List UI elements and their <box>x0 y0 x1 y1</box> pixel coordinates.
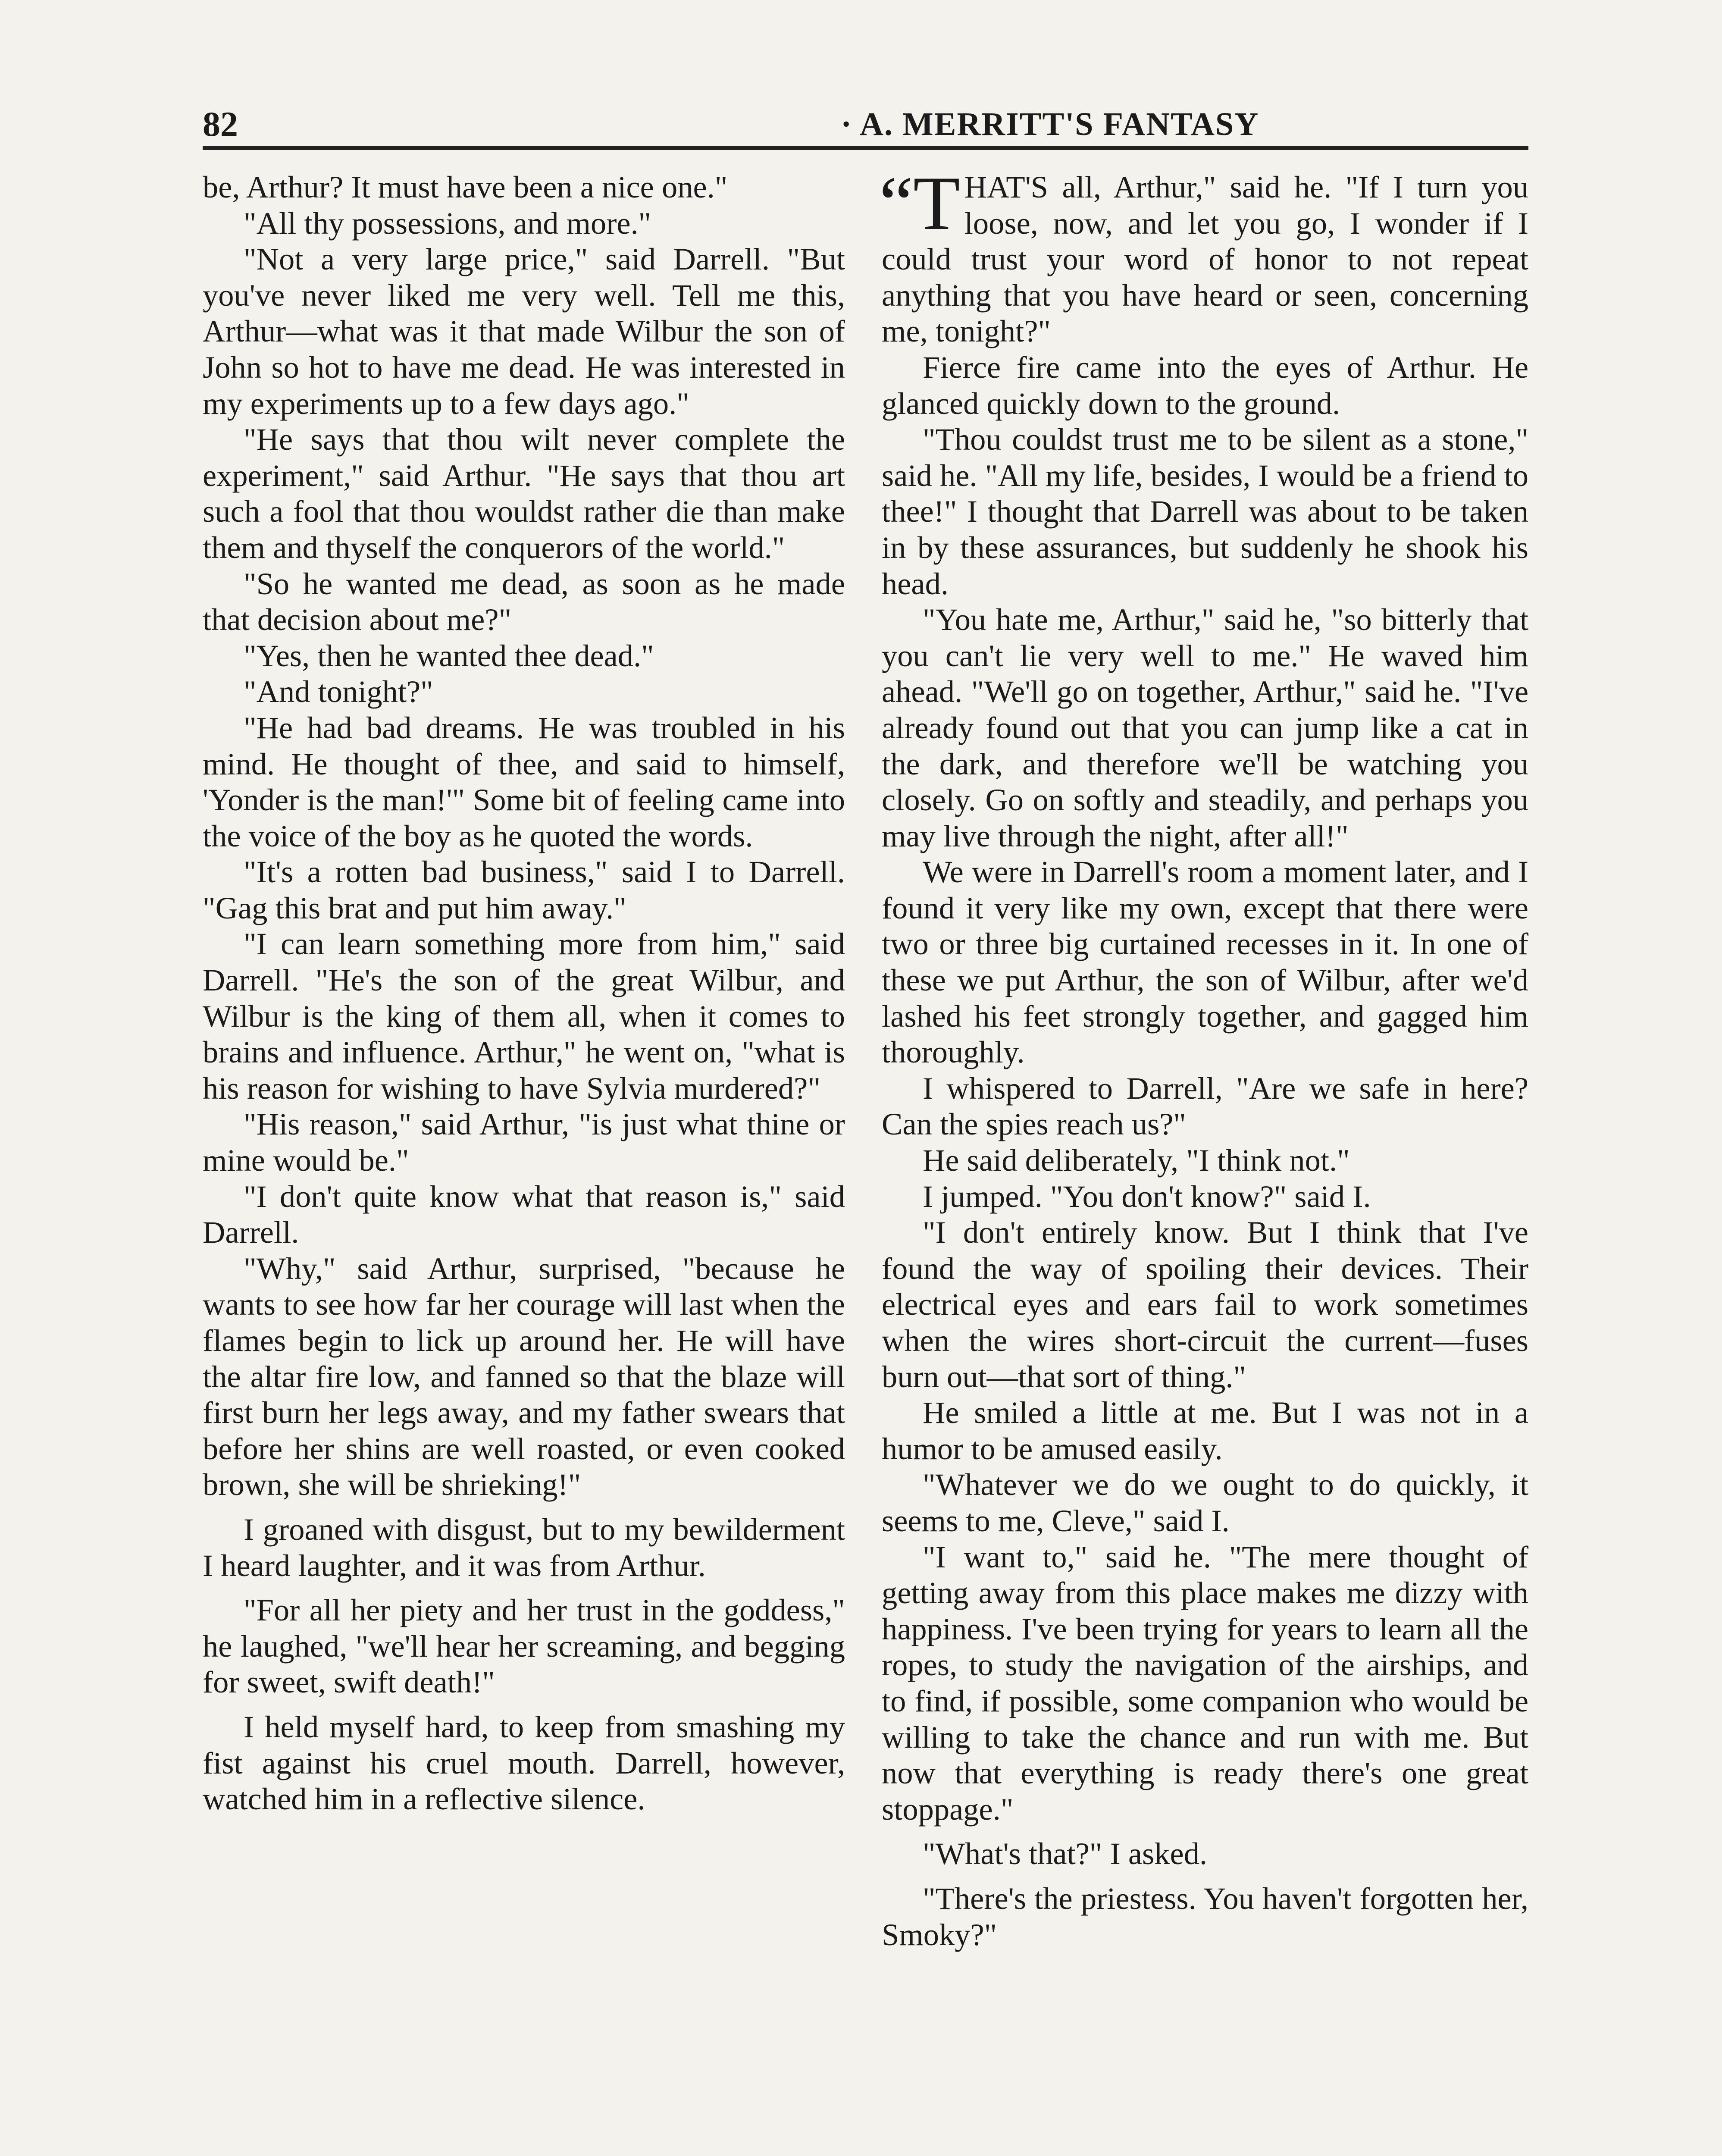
paragraph: "I want to," said he. "The mere thought of getting away from this place makes me dizzy with happiness. I've been trying for years to learn all the ropes, to study the navigation of the airships, and to find, if possible, some companion who would be willing to take the chance and run with me. But now that everything is ready there's one great stoppage." <box>882 1539 1528 1827</box>
paragraph: "His reason," said Arthur, "is just what thine or mine would be." <box>203 1106 845 1178</box>
paragraph: We were in Darrell's room a moment later, and I found it very like my own, except that there were two or three big curtained recesses in it. In one of these we put Arthur, the son of Wilbur, after we'd lashed his feet strongly together, and gagged him thoroughly. <box>882 854 1528 1070</box>
paragraph: "For all her piety and her trust in the goddess," he laughed, "we'll hear her screaming, and begging for sweet, swift death!" <box>203 1592 845 1700</box>
opening-text: HAT'S all, Arthur," said he. "If I turn you loose, now, and let you go, I wonder if I could trust your word of honor to not repeat anything that you have heard or seen, concerning me, tonight?" <box>882 169 1528 349</box>
page-number: 82 <box>203 104 238 144</box>
paragraph: "Why," said Arthur, surprised, "because he wants to see how far her courage will last when the flames begin to lick up around her. He will have the altar fire low, and fanned so that the blaze will first burn her legs away, and my father swears that before her shins are well roasted, or even cooked brown, she will be shrieking!" <box>203 1250 845 1502</box>
paragraph: "Yes, then he wanted thee dead." <box>244 638 654 673</box>
paragraph: "I can learn something more from him," said Darrell. "He's the son of the great Wilbur, and Wilbur is the king of them all, when it comes to brains and influence. Arthur," he went on, "what is his reason for wishing to have Sylvia murdered?" <box>203 926 845 1106</box>
drop-cap-quote: “ <box>879 160 914 246</box>
paragraph: Fierce fire came into the eyes of Arthur. He glanced quickly down to the ground. <box>882 349 1528 421</box>
paragraph: "And tonight?" <box>244 674 433 709</box>
paragraph: He said deliberately, "I think not." <box>923 1143 1350 1178</box>
paragraph: "It's a rotten bad business," said I to Darrell. "Gag this brat and put him away." <box>203 854 845 925</box>
paragraph: "So he wanted me dead, as soon as he made that decision about me?" <box>203 566 845 637</box>
paragraph: "He says that thou wilt never complete the experiment," said Arthur. "He says that thou art such a fool that thou wouldst rather die than make them and thyself the conquerors of the world." <box>203 422 845 565</box>
paragraph: "I don't entirely know. But I think that I've found the way of spoiling their devices. Their electrical eyes and ears fail to work sometimes when the wires short-circuit the current—fuses burn out—that sort of thing." <box>882 1215 1528 1394</box>
paragraph: "He had bad dreams. He was troubled in his mind. He thought of thee, and said to himself, 'Yonder is the man!'" Some bit of feeling came into the voice of the boy as he quoted the words. <box>203 710 845 853</box>
paragraph: "Whatever we do we ought to do quickly, it seems to me, Cleve," said I. <box>882 1467 1528 1538</box>
paragraph: "I don't quite know what that reason is," said Darrell. <box>203 1178 845 1250</box>
running-title: · A. MERRITT'S FANTASY <box>841 106 1259 142</box>
drop-cap <box>879 160 960 246</box>
paragraph: He smiled a little at me. But I was not in a humor to be amused easily. <box>882 1395 1528 1466</box>
paragraph: "All thy possessions, and more." <box>244 205 651 241</box>
opening-paragraph <box>879 160 1528 349</box>
paragraph: I held myself hard, to keep from smashing my fist against his cruel mouth. Darrell, however, watched him in a reflective silence. <box>203 1709 845 1817</box>
drop-cap-letter: T <box>913 160 960 246</box>
right-column <box>879 160 1528 1952</box>
paragraph: be, Arthur? It must have been a nice one." <box>203 169 728 204</box>
paragraph: I groaned with disgust, but to my bewilderment I heard laughter, and it was from Arthur. <box>203 1511 845 1583</box>
paragraph: I jumped. "You don't know?" said I. <box>923 1178 1371 1214</box>
paragraph: I whispered to Darrell, "Are we safe in here? Can the spies reach us?" <box>882 1070 1528 1142</box>
paragraph: "Not a very large price," said Darrell. "But you've never liked me very well. Tell me this, Arthur—what was it that made Wilbur the son of John so hot to have me dead. He was interested in my experiments up to a few days ago." <box>203 241 845 421</box>
paragraph: "There's the priestess. You haven't forgotten her, Smoky?" <box>882 1880 1528 1952</box>
paragraph: "Thou couldst trust me to be silent as a stone," said he. "All my life, besides, I would be a friend to thee!" I thought that Darrell was about to be taken in by these assurances, but suddenly he shook his head. <box>882 422 1528 601</box>
paragraph: "You hate me, Arthur," said he, "so bitterly that you can't lie very well to me." He waved him ahead. "We'll go on together, Arthur," said he. "I've already found out that you can jump like a cat in the dark, and therefore we'll be watching you closely. Go on softly and steadily, and perhaps you may live through the night, after all!" <box>882 602 1528 853</box>
page-header <box>203 98 1528 150</box>
paragraph: "What's that?" I asked. <box>923 1836 1208 1871</box>
left-column <box>203 169 845 1817</box>
